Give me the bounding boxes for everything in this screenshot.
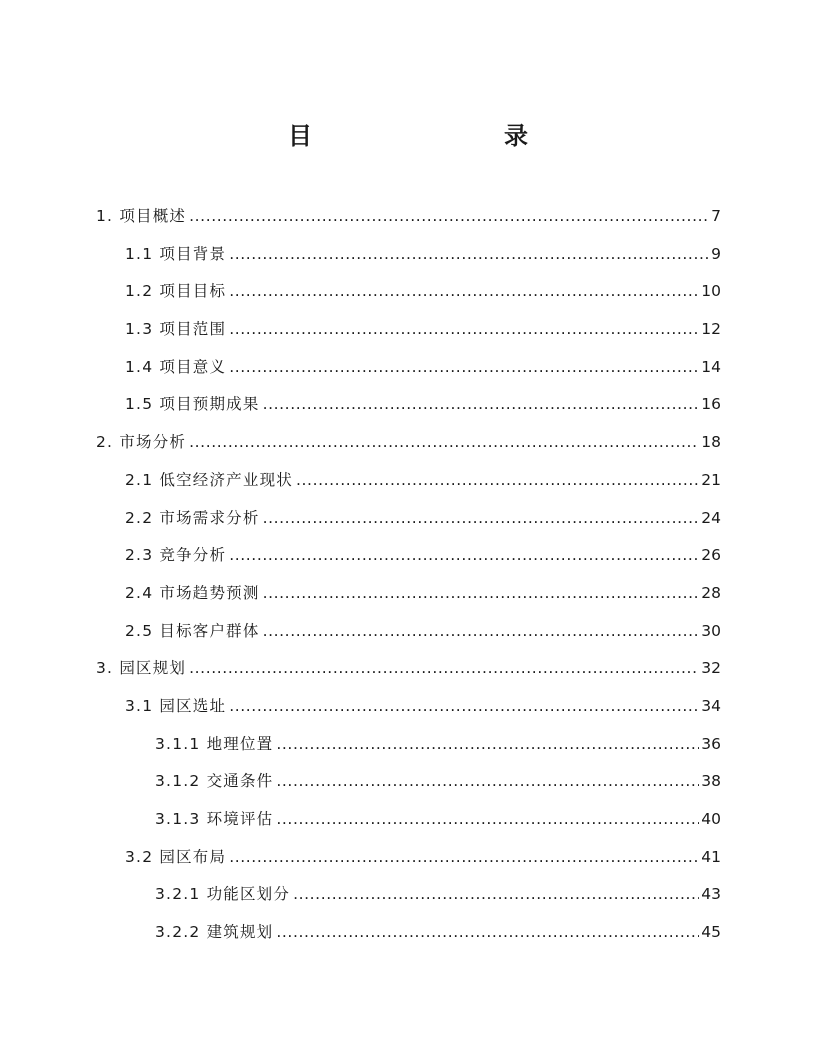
toc-leader-dots: [229, 839, 699, 877]
toc-entry[interactable]: [0, 914, 816, 952]
toc-entry-label: 1.2 项目目标: [125, 282, 227, 301]
toc-page-number: 21: [701, 470, 721, 489]
toc-entry-label: 1.3 项目范围: [125, 320, 227, 339]
toc-leader-dots: [189, 198, 709, 236]
toc-leader-dots: [263, 613, 700, 651]
page-title: 目 录: [288, 122, 576, 150]
toc-page-number: 34: [701, 696, 721, 715]
toc-entry[interactable]: [0, 839, 816, 877]
toc-entry[interactable]: [0, 349, 816, 387]
toc-entry[interactable]: [0, 650, 816, 688]
toc-page-number: 30: [701, 621, 721, 640]
toc-entry-label: 2.2 市场需求分析: [125, 508, 260, 527]
toc-entry[interactable]: [0, 273, 816, 311]
toc-page-number: 41: [701, 847, 721, 866]
toc-entry[interactable]: [0, 876, 816, 914]
toc-leader-dots: [229, 688, 699, 726]
toc-leader-dots: [263, 386, 700, 424]
toc-entry[interactable]: [0, 198, 816, 236]
toc-page-number: 32: [701, 659, 721, 678]
toc-entry[interactable]: [0, 462, 816, 500]
toc-page-number: 16: [701, 395, 721, 414]
toc-page-number: 7: [711, 207, 721, 225]
toc-entry-label: 3.1.1 地理位置: [155, 734, 274, 753]
toc-leader-dots: [229, 537, 699, 575]
toc-page-number: 43: [701, 885, 721, 904]
toc-entry-label: 1.5 项目预期成果: [125, 395, 260, 414]
toc-entry-label: 1. 项目概述: [96, 207, 187, 225]
toc-leader-dots: [296, 462, 699, 500]
toc-entry[interactable]: [0, 500, 816, 538]
toc-entry-label: 2.4 市场趋势预测: [125, 583, 260, 602]
toc-entry[interactable]: [0, 311, 816, 349]
toc-page-number: 18: [701, 433, 721, 452]
toc-entry[interactable]: [0, 386, 816, 424]
toc-entry-label: 1.4 项目意义: [125, 357, 227, 376]
toc-entry[interactable]: [0, 763, 816, 801]
toc-page-number: 45: [701, 923, 721, 942]
toc-entry-label: 3.1.2 交通条件: [155, 772, 274, 791]
toc-page-number: 36: [701, 734, 721, 753]
toc-entry[interactable]: [0, 537, 816, 575]
toc-entry-label: 3.1 园区选址: [125, 696, 227, 715]
toc-entry[interactable]: [0, 801, 816, 839]
toc-page-number: 40: [701, 810, 721, 828]
toc-entry-label: 1.1 项目背景: [125, 244, 227, 263]
toc-entry[interactable]: [0, 613, 816, 651]
toc-leader-dots: [293, 876, 699, 914]
toc-entry-label: 3.2.2 建筑规划: [155, 923, 274, 942]
toc-leader-dots: [276, 801, 699, 839]
table-of-contents: [0, 198, 816, 952]
toc-entry[interactable]: [0, 726, 816, 764]
toc-page-number: 12: [701, 320, 721, 339]
toc-page-number: 14: [701, 357, 721, 376]
toc-leader-dots: [189, 424, 699, 462]
toc-leader-dots: [229, 236, 709, 274]
toc-leader-dots: [263, 500, 700, 538]
toc-entry[interactable]: [0, 236, 816, 274]
toc-page-number: 38: [701, 772, 721, 791]
toc-entry-label: 2.1 低空经济产业现状: [125, 470, 293, 489]
toc-leader-dots: [276, 726, 699, 764]
toc-entry-label: 3.2 园区布局: [125, 847, 227, 866]
toc-page-number: 26: [701, 546, 721, 565]
toc-leader-dots: [229, 273, 699, 311]
toc-entry-label: 2.5 目标客户群体: [125, 621, 260, 640]
toc-leader-dots: [229, 311, 699, 349]
toc-leader-dots: [276, 914, 699, 952]
toc-entry-label: 2.3 竞争分析: [125, 546, 227, 565]
toc-page-number: 10: [701, 282, 721, 301]
toc-leader-dots: [263, 575, 700, 613]
toc-leader-dots: [276, 763, 699, 801]
toc-entry[interactable]: [0, 688, 816, 726]
toc-entry[interactable]: [0, 575, 816, 613]
toc-leader-dots: [229, 349, 699, 387]
toc-entry-label: 2. 市场分析: [96, 433, 187, 452]
toc-page-number: 28: [701, 583, 721, 602]
toc-entry-label: 3.2.1 功能区划分: [155, 885, 291, 904]
toc-entry-label: 3.1.3 环境评估: [155, 810, 274, 828]
toc-leader-dots: [189, 650, 699, 688]
toc-page-number: 9: [711, 244, 721, 263]
toc-entry-label: 3. 园区规划: [96, 659, 187, 678]
toc-page-number: 24: [701, 508, 721, 527]
toc-entry[interactable]: [0, 424, 816, 462]
